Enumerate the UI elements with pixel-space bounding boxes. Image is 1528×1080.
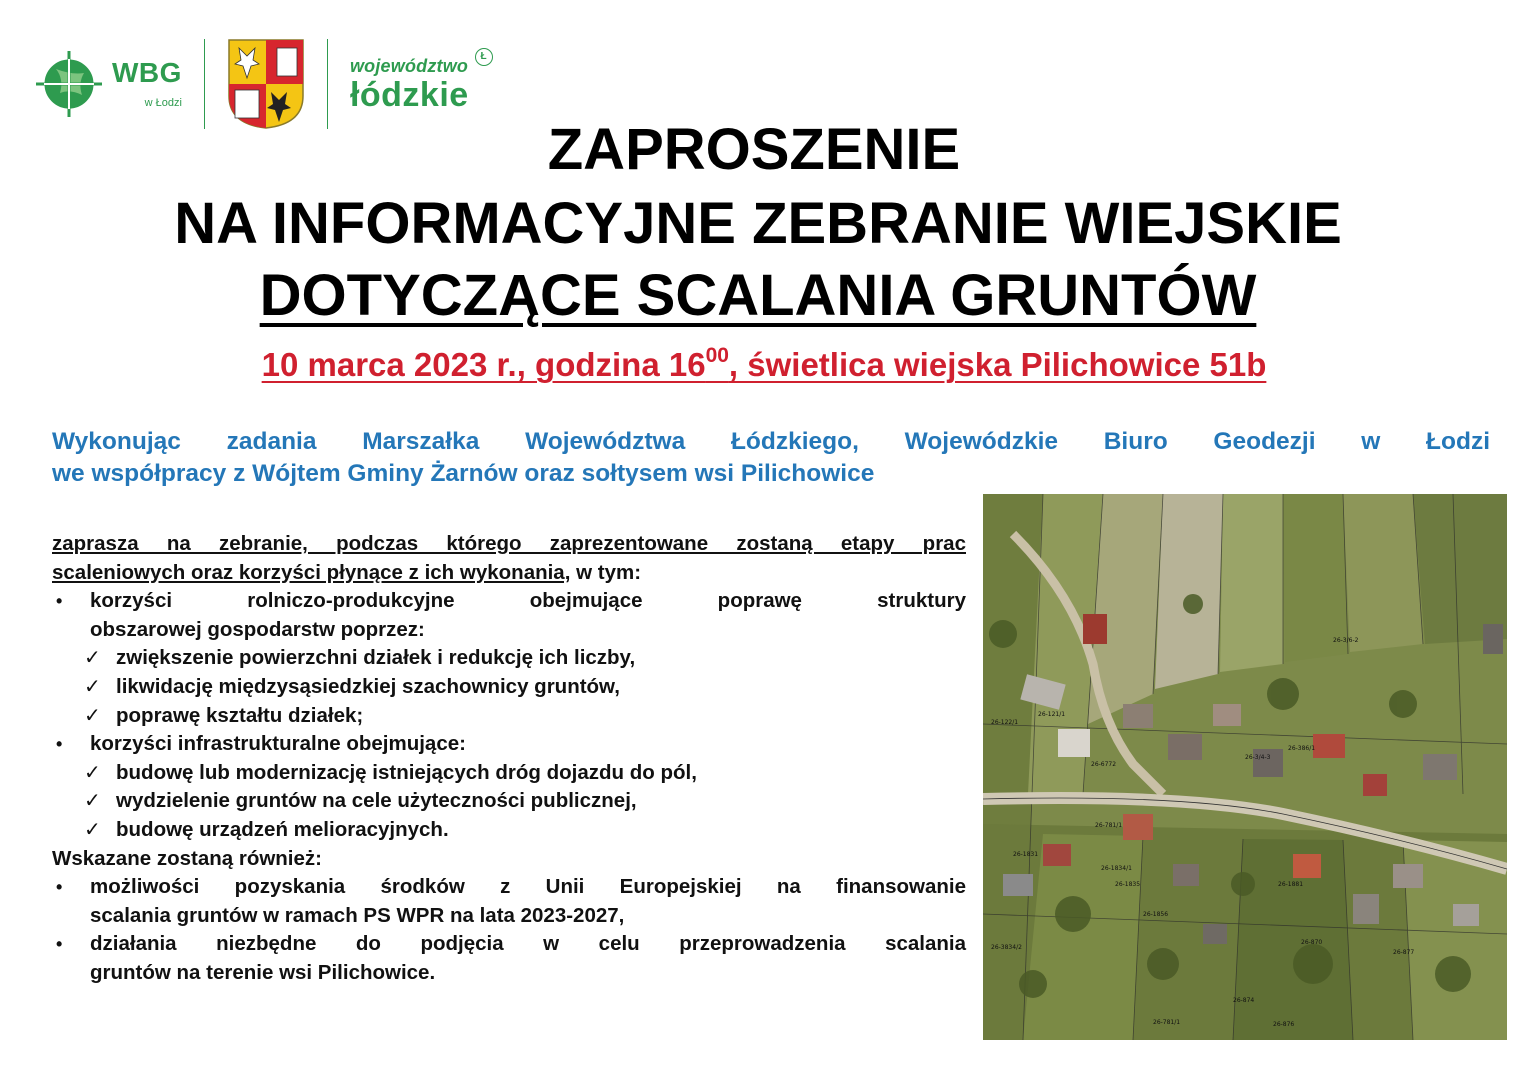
b1-line2: obszarowej gospodarstw poprzez:: [90, 617, 425, 641]
aerial-map-image: [983, 494, 1507, 1040]
map-label: 26-386/1: [1288, 745, 1316, 752]
check-text: likwidację międzysąsiedzkiej szachownicy gruntów,: [116, 674, 620, 698]
map-label: 26-3834/2: [991, 944, 1022, 951]
map-label: 26-6772: [1091, 761, 1117, 768]
crosshair-globe-icon: [34, 49, 104, 119]
wbg-name: WBG: [112, 57, 182, 88]
title-line2: NA INFORMACYJNE ZEBRANIE WIEJSKIE: [174, 191, 1342, 256]
region-logo: [349, 50, 487, 114]
region-line2: łódzkie: [349, 75, 469, 114]
check-item: [52, 644, 966, 673]
list-item: [52, 587, 966, 644]
list-item: [52, 930, 966, 987]
also-heading: Wskazane zostaną również:: [52, 846, 322, 870]
map-label: 26-876: [1273, 1021, 1295, 1028]
region-line1: województwo: [349, 55, 469, 76]
lead-line1: zaprasza na zebranie, podczas którego zaprezentowane zostaną etapy prac: [52, 532, 966, 555]
aerial-map: [983, 494, 1507, 1040]
check-item: [52, 759, 966, 788]
event-date-line: [0, 346, 1528, 384]
list-item: [52, 873, 966, 930]
intro-line2: we współpracy z Wójtem Gminy Żarnów oraz sołtysem wsi Pilichowice: [52, 460, 875, 487]
check-text: zwiększenie powierzchni działek i redukcję ich liczby,: [116, 646, 636, 670]
check-item: [52, 816, 966, 845]
b3-line2: scalania gruntów w ramach PS WPR na lata 2023-2027,: [90, 903, 625, 927]
map-label: 26-1834/1: [1101, 865, 1132, 872]
map-label: 26-877: [1393, 949, 1415, 956]
b4-line2: gruntów na terenie wsi Pilichowice.: [90, 960, 436, 984]
map-label: 26-1831: [1013, 851, 1039, 858]
list-item: [52, 730, 966, 759]
title-line3-text: DOTYCZĄCE SCALANIA GRUNTÓW: [259, 263, 1257, 328]
checkmark-icon: ✓: [84, 790, 101, 813]
map-label: 26-1856: [1143, 911, 1169, 918]
b3-line1: • możliwości pozyskania środków z Unii Europejskiej na finansowanie: [90, 875, 966, 899]
b1-line1: • korzyści rolniczo-produkcyjne obejmujące poprawę struktury: [90, 589, 966, 613]
map-label: 26-121/1: [1038, 711, 1066, 718]
check-item: [52, 673, 966, 702]
map-label: 26-3/6-2: [1333, 637, 1359, 644]
map-label: 26-1835: [1115, 881, 1141, 888]
title-line1: ZAPROSZENIE: [547, 117, 961, 182]
checkmark-icon: ✓: [84, 704, 101, 727]
check-text: wydzielenie gruntów na cele użyteczności publicznej,: [116, 789, 637, 813]
checkmark-icon: ✓: [84, 818, 101, 841]
map-label: 26-1881: [1278, 881, 1304, 888]
date-before: 10 marca 2023 r., godzina 16: [261, 346, 706, 383]
wbg-logo: [34, 49, 182, 119]
region-badge: Ł: [475, 48, 493, 66]
map-label: 26-781/1: [1153, 1019, 1181, 1026]
check-item: [52, 702, 966, 731]
body-text: [52, 530, 966, 988]
date-sup: 00: [705, 344, 729, 367]
lead-tail: w tym:: [570, 560, 642, 584]
b4-line1: • działania niezbędne do podjęcia w celu przeprowadzenia scalania: [90, 932, 966, 956]
date-after: , świetlica wiejska Pilichowice 51b: [728, 346, 1267, 383]
title-line3: [0, 262, 1522, 329]
lead-line2: scaleniowych oraz korzyści płynące z ich wykonania,: [52, 560, 571, 584]
checkmark-icon: ✓: [84, 675, 101, 698]
map-label: 26-122/1: [991, 719, 1019, 726]
wbg-sub: w Łodzi: [144, 97, 182, 109]
check-item: [52, 787, 966, 816]
map-label: 26-781/1: [1095, 822, 1123, 829]
check-text: poprawę kształtu działek;: [116, 703, 364, 727]
lead-line2-wrap: [52, 559, 966, 588]
map-label: 26-874: [1233, 997, 1255, 1004]
b2-line1: korzyści infrastrukturalne obejmujące:: [90, 732, 466, 756]
intro-line1: Wykonując zadania Marszałka Województwa Łódzkiego, Wojewódzkie Biuro Geodezji w Łodzi: [52, 428, 1490, 455]
check-text: budowę lub modernizację istniejących dróg dojazdu do pól,: [116, 760, 697, 784]
map-label: 26-870: [1301, 939, 1323, 946]
map-label: 26-3/4-3: [1245, 754, 1271, 761]
intro-paragraph: [52, 426, 1490, 490]
checkmark-icon: ✓: [84, 647, 101, 670]
check-text: budowę urządzeń melioracyjnych.: [116, 817, 449, 841]
checkmark-icon: ✓: [84, 761, 101, 784]
